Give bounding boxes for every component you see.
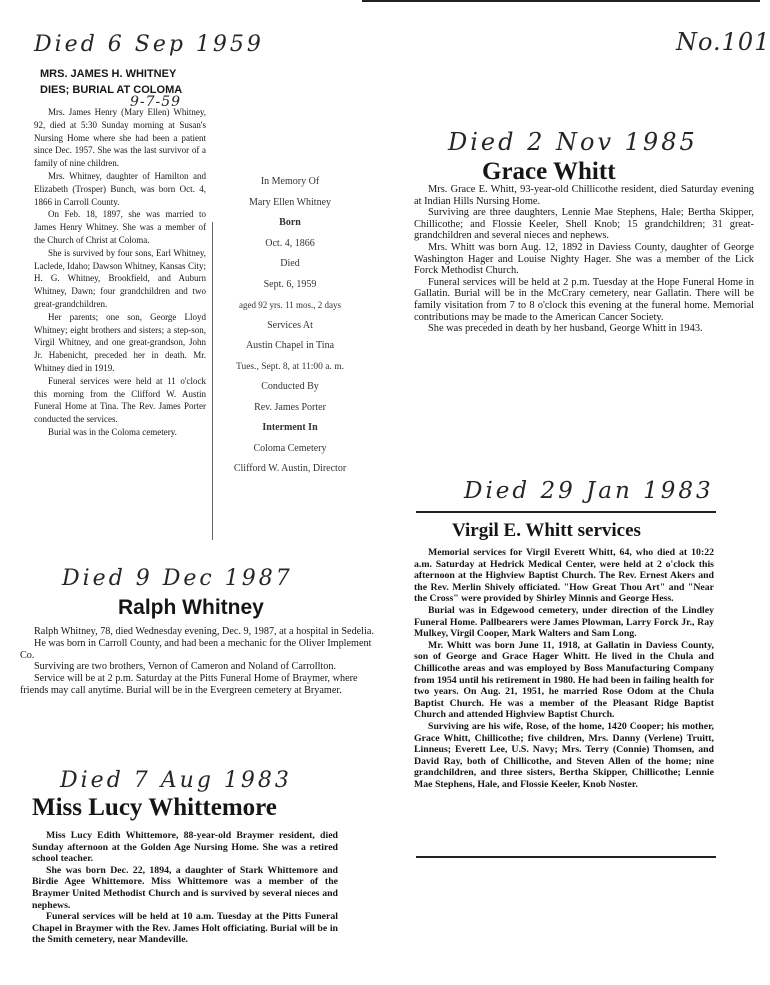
lucy-paragraph: Funeral services will be held at 10 a.m. Tuesday at the Pitts Funeral Chapel in Braymer with the Rev. James Holt officiating. Burial will be in the Smith cemetery, near Mandeville. bbox=[32, 911, 338, 946]
whitney-paragraph: On Feb. 18, 1897, she was married to James Henry Whitney. She was a member of the Church of Christ at Coloma. bbox=[34, 209, 206, 245]
virgil-paragraph: Burial was in Edgewood cemetery, under direction of the Lindley Funeral Home. Pallbearers were James Plowman, Larry Forck Jr., Ray Mulkey, Virgil Cooper, Mark Walters and Sam Long. bbox=[414, 604, 714, 640]
handwritten-date-virgil: Died 29 Jan 1983 bbox=[464, 478, 714, 504]
handwritten-date-lucy: Died 7 Aug 1983 bbox=[60, 768, 292, 793]
lucy-paragraph: Miss Lucy Edith Whittemore, 88-year-old Braymer resident, died Sunday afternoon at the Golden Age Nursing Home. She was a retired school teacher. bbox=[32, 830, 338, 865]
ralph-headline: Ralph Whitney bbox=[118, 596, 264, 619]
memorial-line: Sept. 6, 1959 bbox=[263, 278, 317, 290]
grace-paragraph: Mrs. Whitt was born Aug. 12, 1892 in Daviess County, daughter of George Washington Hager and Louise Nighty Hager. She was a member of the Lick Forck Methodist Church. bbox=[414, 241, 754, 277]
handwritten-date-whitney: Died 6 Sep 1959 bbox=[34, 32, 264, 57]
virgil-bottom-rule bbox=[416, 856, 716, 858]
memorial-line: aged 92 yrs. 11 mos., 2 days bbox=[239, 300, 341, 310]
handwritten-date-ralph: Died 9 Dec 1987 bbox=[62, 566, 293, 591]
memorial-line: Clifford W. Austin, Director bbox=[233, 463, 347, 474]
whitney-paragraph: Mrs. Whitney, daughter of Hamilton and Elizabeth (Trosper) Bunch, was born Oct. 4, 1866 in Carroll County. bbox=[34, 170, 206, 207]
ralph-paragraph: He was born in Carroll County, and had been a mechanic for the Oliver Implement Co. bbox=[20, 637, 372, 661]
virgil-obituary-body bbox=[414, 547, 714, 790]
grace-obituary-body bbox=[414, 184, 754, 335]
memorial-line: Services At bbox=[267, 319, 313, 331]
memorial-line: Austin Chapel in Tina bbox=[245, 340, 335, 351]
grace-paragraph: Mrs. Grace E. Whitt, 93-year-old Chillicothe resident, died Saturday evening at Indian Hills Nursing Home. bbox=[414, 184, 754, 207]
grace-headline: Grace Whitt bbox=[482, 158, 616, 185]
ralph-paragraph: Ralph Whitney, 78, died Wednesday evening, Dec. 9, 1987, at a hospital in Sedelia. bbox=[34, 626, 374, 637]
memorial-line: Coloma Cemetery bbox=[253, 442, 327, 454]
handwritten-date-whitney-2: 9-7-59 bbox=[130, 94, 182, 110]
memorial-line: Rev. James Porter bbox=[254, 401, 326, 413]
memorial-line: Oct. 4, 1866 bbox=[265, 237, 315, 249]
whitney-paragraph: Funeral services were held at 11 o'clock this morning from the Clifford W. Austin Funeral Home at Tina. The Rev. James Porter conducted the services. bbox=[34, 375, 206, 425]
ralph-obituary-body bbox=[20, 626, 382, 697]
grace-paragraph: Surviving are three daughters, Lennie Mae Stephens, Hale; Bertha Skipper, Chillicothe; and Flossie Keeler, Shell Knob; 15 grandchildren; 31 great-grandchildren and several nieces and nephews. bbox=[414, 207, 754, 242]
virgil-paragraph: Surviving are his wife, Rose, of the home, 1420 Cooper; his mother, Grace Whitt, Chillicothe; five children, Mrs. Danny (Verlene) Truitt, Linneus; Everett Lee, U.S. Navy; Mrs. Terry (Connie) Thomsen, and David Ray, both of Chillicothe, and Steven Allen of the home; nine grandchildren, and three sisters, Bertha Skipper, Chillicothe; Lennie Mae Stephens, Hale, and Flossie Keeler, Knob Noster. bbox=[414, 720, 714, 790]
memorial-line: Conducted By bbox=[261, 381, 319, 392]
whitney-paragraph: She is survived by four sons, Earl Whitney, Laclede, Idaho; Dawson Whitney, Kansas City; H. G. Whitney, Brookfield, and Auburn Whitney, Dawn; four grandchildren and two great-grandchildren. bbox=[34, 247, 206, 309]
virgil-top-rule bbox=[416, 511, 716, 513]
whitney-paragraph: Burial was in the Coloma cemetery. bbox=[48, 426, 177, 437]
whitney-headline-2: DIES; BURIAL AT COLOMA bbox=[40, 84, 183, 96]
handwritten-date-grace: Died 2 Nov 1985 bbox=[448, 128, 698, 156]
virgil-headline: Virgil E. Whitt services bbox=[452, 520, 641, 541]
top-rule bbox=[362, 0, 760, 2]
lucy-headline: Miss Lucy Whittemore bbox=[32, 794, 277, 821]
virgil-paragraph: Mr. Whitt was born June 11, 1918, at Gallatin in Daviess County, son of George and Grace Hager Whitt. He lived in the Chula and Chillicothe areas and was employed by Boss Manufacturing Company from 1954 until his retirement in 1980. He had been in failing health for two years. On Aug. 21, 1951, he married Rose Odom at the Chula Baptist Church. He was a member of the Pleasant Ridge Baptist Church and attended Highview Baptist Church. bbox=[414, 639, 714, 721]
memorial-card bbox=[216, 172, 364, 480]
whitney-paragraph: Her parents; one son, George Lloyd Whitney; eight brothers and sisters; a step-son, Virgil Whitney, and one great-grandson, John Jr. Habenicht, preceded her in death. Mr. Whitney died in 1919. bbox=[34, 311, 206, 373]
memorial-line: Tues., Sept. 8, at 11:00 a. m. bbox=[235, 361, 345, 372]
ralph-paragraph: Surviving are two brothers, Vernon of Cameron and Noland of Carrollton. bbox=[34, 661, 336, 673]
lucy-paragraph: She was born Dec. 22, 1894, a daughter of Stark Whittemore and Birdie Agee Whittemore. Miss Whittemore was a member of the Braymer United Methodist Church and is survived by several nieces and nephews. bbox=[32, 864, 338, 911]
memorial-line: Died bbox=[280, 258, 300, 269]
ralph-paragraph: Service will be at 2 p.m. Saturday at the Pitts Funeral Home of Braymer, where friends may call anytime. Burial will be in the Evergreen cemetery at Bryamer. bbox=[20, 673, 358, 696]
memorial-line: In Memory Of bbox=[260, 176, 320, 187]
lucy-obituary-body bbox=[32, 830, 338, 946]
grace-paragraph: Funeral services will be held at 2 p.m. Tuesday at the Hope Funeral Home in Gallatin. Burial will be in the McCrary cemetery, near Gallatin. There will be family visitation from 7 to 8 o'clock this evening at the funeral home. Memorial contributions may be made to the American Cancer Society. bbox=[414, 276, 754, 323]
memorial-line: Born bbox=[279, 217, 301, 228]
whitney-clip-edge bbox=[212, 222, 213, 540]
whitney-paragraph: Mrs. James Henry (Mary Ellen) Whitney, 92, died at 5:30 Sunday morning at Susan's Nursing Home where she had been a patient since Dec. 1957. She was the last survivor of a family of nine children. bbox=[34, 107, 206, 169]
whitney-obituary-body bbox=[34, 106, 206, 536]
memorial-line: Interment In bbox=[262, 422, 318, 433]
page-number: No.101 bbox=[676, 28, 770, 56]
whitney-headline-1: MRS. JAMES H. WHITNEY bbox=[40, 68, 177, 80]
grace-paragraph: She was preceded in death by her husband, George Whitt in 1943. bbox=[428, 323, 703, 335]
memorial-line: Mary Ellen Whitney bbox=[248, 196, 332, 208]
virgil-paragraph: Memorial services for Virgil Everett Whitt, 64, who died at 10:22 a.m. Saturday at Hedrick Medical Center, were held at 2 o'clock this afternoon at the Highview Baptist Church. The Rev. Ernest Akers and the Rev. Merlin Shively officiated. "How Great Thou Art" and "Near the Cross" were provided by Shirley Minnis and George Hess. bbox=[414, 547, 714, 605]
